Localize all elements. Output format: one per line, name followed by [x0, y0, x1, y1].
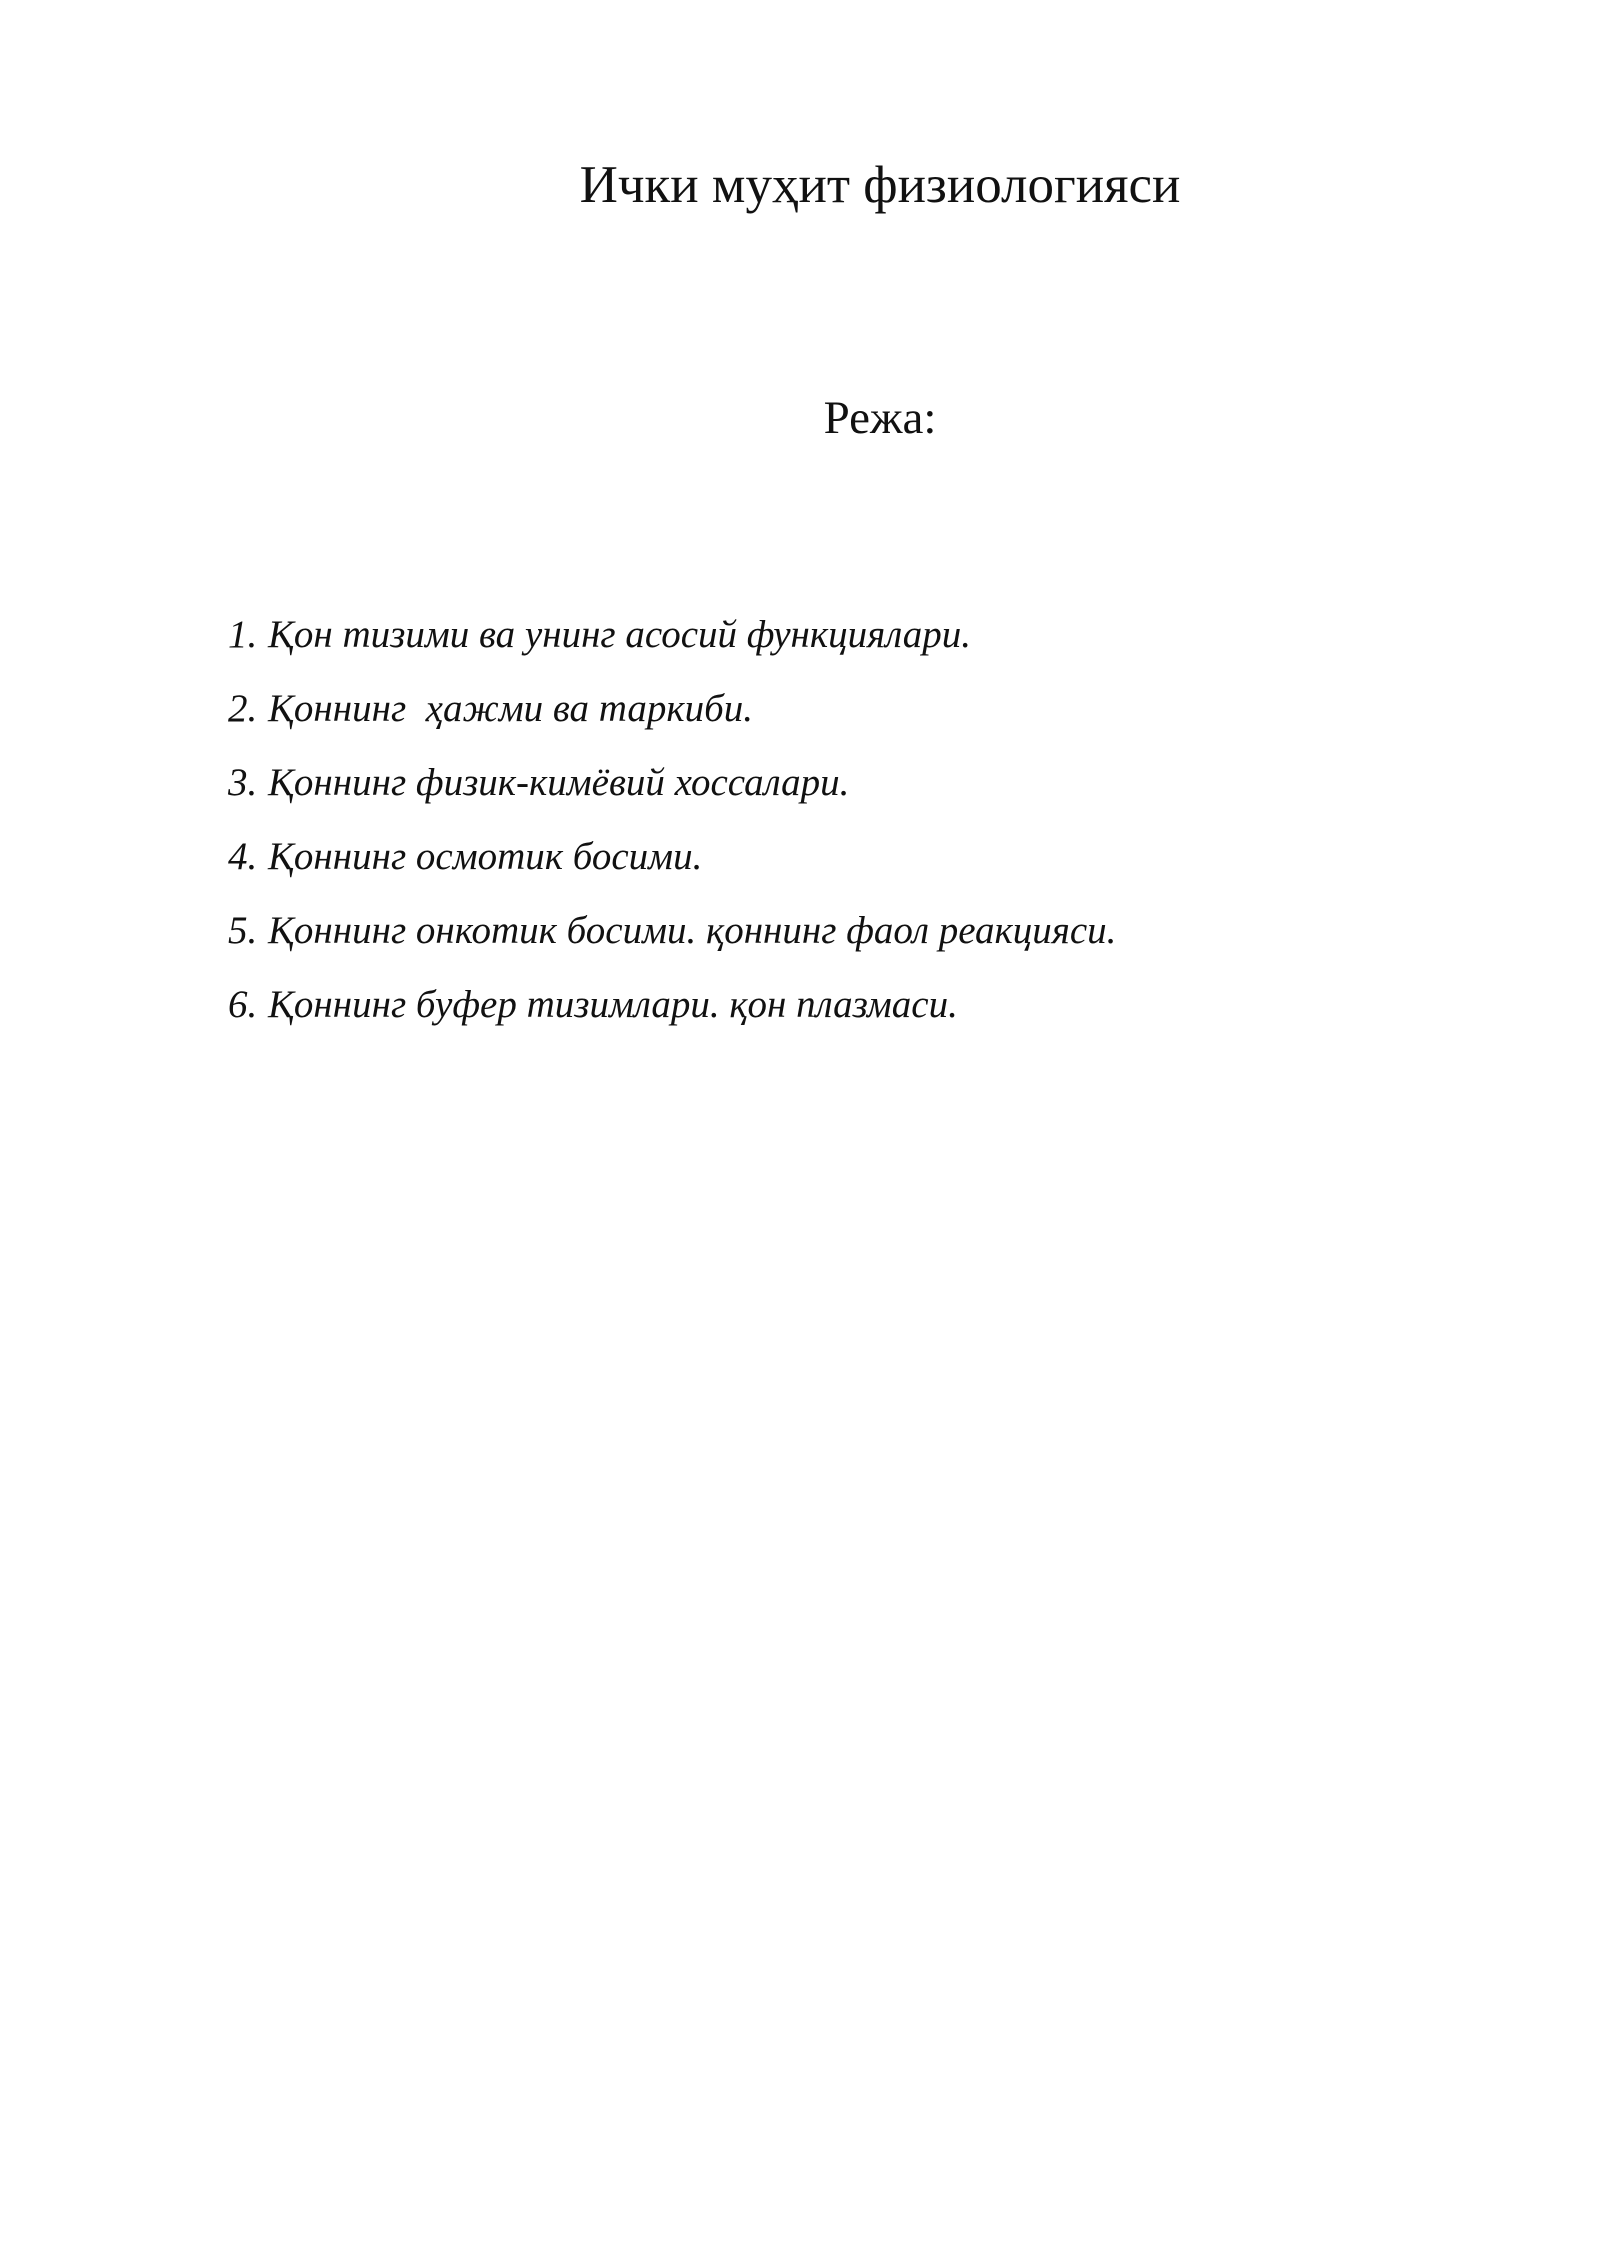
plan-item [228, 894, 1116, 968]
plan-item-number: 6. [228, 983, 258, 1026]
plan-item [228, 598, 1116, 672]
plan-item [228, 746, 1116, 820]
plan-item-text: Қоннинг физик-кимёвий хоссалари. [268, 761, 850, 804]
plan-item-text: Қон тизими ва унинг асосий функциялари. [268, 613, 971, 656]
document-title: Ички муҳит физиологияси [579, 156, 1181, 214]
plan-item-number: 4. [228, 835, 258, 878]
plan-item-text: Қоннинг буфер тизимлари. қон плазмаси. [268, 983, 958, 1026]
plan-heading: Режа: [823, 392, 937, 444]
plan-item [228, 820, 1116, 894]
plan-item [228, 672, 1116, 746]
plan-item-text: Қоннинг ҳажми ва таркиби. [268, 687, 754, 730]
plan-item [228, 968, 1116, 1042]
plan-item-number: 1. [228, 613, 258, 656]
plan-list [228, 598, 1116, 1042]
plan-item-text: Қоннинг осмотик босими. [268, 835, 703, 878]
plan-item-number: 2. [228, 687, 258, 730]
plan-item-number: 3. [228, 761, 258, 804]
plan-item-number: 5. [228, 909, 258, 952]
plan-item-text: Қоннинг онкотик босими. қоннинг фаол реакцияси. [268, 909, 1117, 952]
